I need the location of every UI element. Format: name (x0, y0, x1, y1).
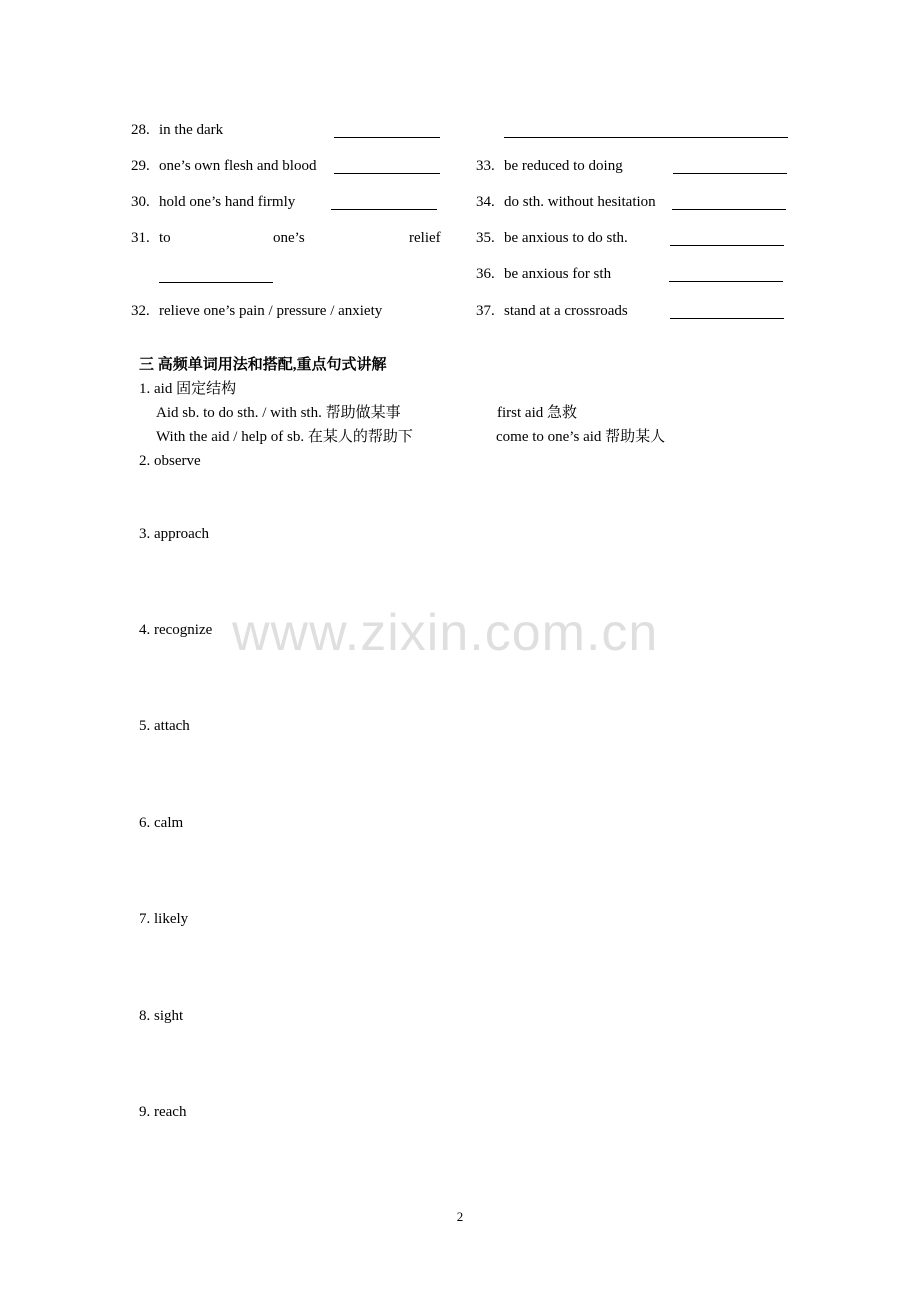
aid-usage: With the aid / help of sb. 在某人的帮助下 (156, 429, 413, 445)
phrase-text: be reduced to doing (504, 158, 623, 174)
answer-blank (672, 209, 786, 210)
aid-usage: Aid sb. to do sth. / with sth. 帮助做某事 (156, 405, 401, 421)
phrase-text: one’s own flesh and blood (159, 158, 317, 174)
word-entry: 3. approach (139, 526, 209, 542)
section-heading: 三 高频单词用法和搭配,重点句式讲解 (139, 357, 387, 373)
item-number: 33. (476, 158, 495, 174)
word-entry: 5. attach (139, 718, 190, 734)
watermark: www.zixin.com.cn (232, 604, 659, 662)
phrase-text: hold one’s hand firmly (159, 194, 296, 210)
phrase-text: stand at a crossroads (504, 303, 628, 319)
phrase-word: one’s (273, 230, 305, 246)
word-entry-title: 1. aid 固定结构 (139, 381, 237, 397)
page-number: 2 (456, 1209, 464, 1224)
item-number: 30. (131, 194, 150, 210)
phrase-text: be anxious to do sth. (504, 230, 628, 246)
word-entry: 2. observe (139, 453, 201, 469)
word-entry: 6. calm (139, 815, 184, 831)
phrase-text: in the dark (159, 122, 224, 138)
answer-blank (334, 173, 440, 174)
word-entry: 4. recognize (139, 622, 213, 638)
phrase-word: to (159, 230, 171, 246)
phrase-text: relieve one’s pain / pressure / anxiety (159, 303, 383, 319)
phrase-text: do sth. without hesitation (504, 194, 656, 210)
item-number: 29. (131, 158, 150, 174)
answer-blank (669, 281, 783, 282)
answer-blank (670, 318, 784, 319)
answer-blank (331, 209, 437, 210)
aid-usage: come to one’s aid 帮助某人 (496, 429, 666, 445)
phrase-word: relief (409, 230, 441, 246)
item-number: 35. (476, 230, 495, 246)
answer-blank (334, 137, 440, 138)
answer-blank (673, 173, 787, 174)
aid-usage: first aid 急救 (497, 405, 577, 421)
item-number: 34. (476, 194, 495, 210)
item-number: 31. (131, 230, 150, 246)
item-number: 37. (476, 303, 495, 319)
answer-blank (670, 245, 784, 246)
word-entry: 8. sight (139, 1008, 184, 1024)
answer-blank (159, 282, 273, 283)
word-entry: 9. reach (139, 1104, 187, 1120)
word-entry: 7. likely (139, 911, 189, 927)
phrase-text: be anxious for sth (504, 266, 612, 282)
item-number: 32. (131, 303, 150, 319)
item-number: 36. (476, 266, 495, 282)
answer-blank-wide (504, 137, 788, 138)
item-number: 28. (131, 122, 150, 138)
